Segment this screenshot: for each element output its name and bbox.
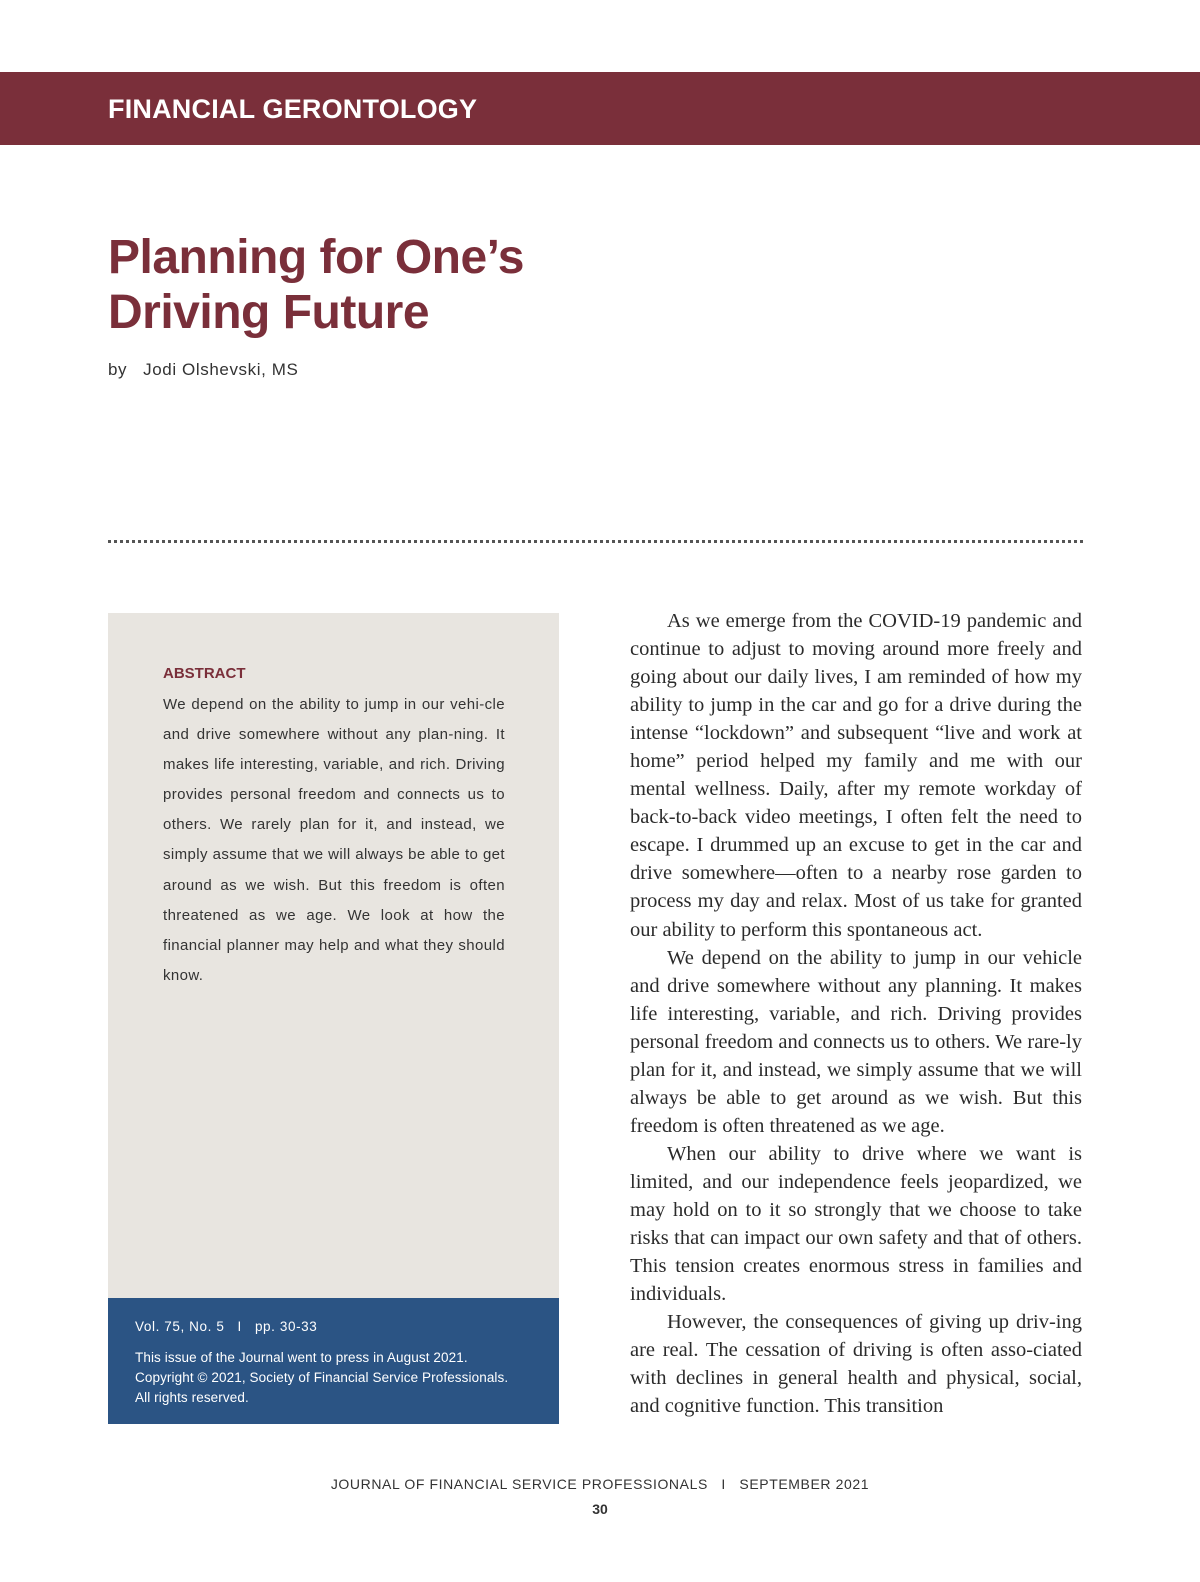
volume-line: [135, 1317, 317, 1337]
press-note-block: [135, 1348, 555, 1408]
footer-journal-line: [0, 1474, 1200, 1494]
volume-number: Vol. 75, No. 5: [135, 1319, 225, 1334]
body-paragraph: When our ability to drive where we want is limited, and our independence feels jeopardized, we may hold on to it so strongly that we choose to take risks that can impact our own safety and that of others. This tension creates enormous stress in families and individuals.: [630, 1142, 1082, 1306]
volume-separator: I: [237, 1319, 242, 1334]
press-note: This issue of the Journal went to press in August 2021.: [135, 1350, 468, 1365]
section-label: FINANCIAL GERONTOLOGY: [108, 94, 478, 124]
abstract-heading: ABSTRACT: [163, 665, 246, 682]
byline: [108, 358, 298, 382]
title-line-2: Driving Future: [108, 286, 430, 339]
author-name: Jodi Olshevski, MS: [143, 360, 299, 379]
dotted-divider: [108, 540, 1083, 543]
article-body: [630, 607, 1082, 1420]
footer-journal-name: JOURNAL OF FINANCIAL SERVICE PROFESSIONALS: [330, 1476, 708, 1492]
body-paragraph: We depend on the ability to jump in our vehicle and drive somewhere without any planning. It makes life interesting, variable, and rich. Driving provides personal freedom and connects us to others. We rare-ly plan for it, and instead, we simply assume that we will always be able to get around as we wish. But this freedom is often threatened as we age.: [630, 946, 1082, 1137]
byline-prefix: by: [108, 360, 128, 379]
copyright-note: Copyright © 2021, Society of Financial Service Professionals.: [135, 1370, 509, 1385]
rights-note: All rights reserved.: [135, 1390, 249, 1405]
footer-date: SEPTEMBER 2021: [739, 1476, 870, 1492]
abstract-text: We depend on the ability to jump in our vehi-cle and drive somewhere without any plan-ning. It makes life interesting, variable, and rich. Driving provides personal freedom and connects us to others. We rarely plan for it, and instead, we simply assume that we will always be able to get around as we wish. But this freedom is often threatened as we age. We look at how the financial planner may help and what they should know.: [163, 696, 505, 984]
page-number: 30: [592, 1501, 608, 1517]
body-paragraph: However, the consequences of giving up driv-ing are real. The cessation of driving is often asso-ciated with declines in general health and physical, social, and cognitive function. This transition: [630, 1311, 1082, 1418]
body-paragraph: As we emerge from the COVID-19 pandemic and continue to adjust to moving around more freely and going about our daily lives, I am reminded of how my ability to jump in the car and go for a drive during the intense “lockdown” and subsequent “live and work at home” period helped my family and me with our mental wellness. Daily, after my remote workday of back-to-back video meetings, I often felt the need to escape. I drummed up an excuse to get in the car and drive somewhere—often to a nearby rose garden to process my day and relax. Most of us take for granted our ability to perform this spontaneous act.: [630, 610, 1082, 941]
title-line-1: Planning for One’s: [108, 231, 524, 284]
article-title: [108, 230, 708, 340]
page-range: pp. 30-33: [254, 1319, 318, 1334]
footer-separator: I: [721, 1476, 726, 1492]
